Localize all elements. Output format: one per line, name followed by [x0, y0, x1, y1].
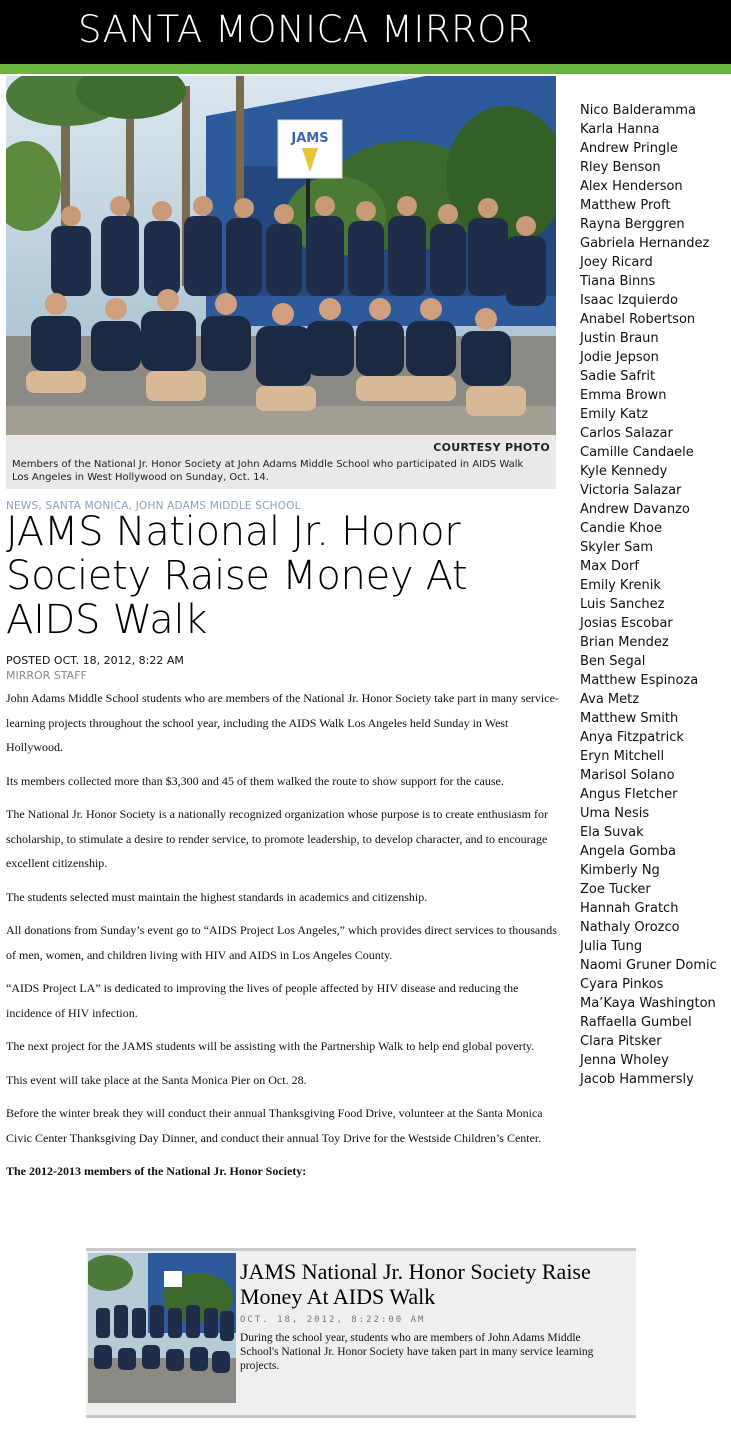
article-paragraph: The students selected must maintain the highest standards in academics and citizenship.: [6, 889, 428, 904]
member-name: Angus Fletcher: [580, 787, 678, 802]
member-name: Andrew Pringle: [580, 141, 678, 156]
site-logo-link[interactable]: SANTA MONICA MIRROR: [78, 8, 534, 51]
member-name: Josias Escobar: [580, 616, 673, 631]
member-name: Emily Krenik: [580, 578, 661, 593]
member-name: Matthew Proft: [580, 198, 671, 213]
article-paragraph: All donations from Sunday’s event go to “AIDS Project Los Angeles,” which provides direct services to thousands of men, women, and children living with HIV and AIDS in Los Angeles County.: [6, 923, 557, 962]
member-name: Nathaly Orozco: [580, 920, 680, 935]
article-paragraph: This event will take place at the Santa Monica Pier on Oct. 28.: [6, 1072, 307, 1087]
category-link-santa-monica[interactable]: SANTA MONICA: [45, 500, 129, 512]
member-name: Emma Brown: [580, 388, 667, 403]
article-paragraph: The National Jr. Honor Society is a nationally recognized organization whose purpose is to create enthusiasm for scholarship, to stimulate a desire to render service, to promote leadership, to develop character, and to encourage excellent citizenship.: [6, 807, 548, 870]
member-name: Rayna Berggren: [580, 217, 685, 232]
member-name: Naomi Gruner Domic: [580, 958, 717, 973]
member-name: Candie Khoe: [580, 521, 662, 536]
member-name: Hannah Gratch: [580, 901, 679, 916]
member-name: Victoria Salazar: [580, 483, 682, 498]
category-links: NEWS, SANTA MONICA, JOHN ADAMS MIDDLE SCHOOL: [6, 500, 301, 512]
member-name: Matthew Smith: [580, 711, 679, 726]
category-link-news[interactable]: NEWS: [6, 500, 39, 512]
member-name: Skyler Sam: [580, 540, 653, 555]
member-name: Jenna Wholey: [580, 1053, 669, 1068]
member-name: Jodie Jepson: [580, 350, 659, 365]
member-name: Kyle Kennedy: [580, 464, 668, 479]
member-name: Ma’Kaya Washington: [580, 996, 716, 1011]
member-name: Brian Mendez: [580, 635, 669, 650]
member-name: Clara Pitsker: [580, 1034, 662, 1049]
member-name: Alex Henderson: [580, 179, 683, 194]
article-headline: JAMS National Jr. Honor Society Raise Money At AIDS Walk: [6, 509, 468, 643]
member-name: Sadie Safrit: [580, 369, 656, 384]
member-name: Isaac Izquierdo: [580, 293, 678, 308]
photo-caption: Members of the National Jr. Honor Society at John Adams Middle School who participated in AIDS Walk Los Angeles in West Hollywood on Sunday, Oct. 14.: [12, 459, 524, 483]
article-paragraph: Its members collected more than $3,300 and 45 of them walked the route to show support for the cause.: [6, 773, 504, 788]
member-name: Zoe Tucker: [580, 882, 651, 897]
member-name: Karla Hanna: [580, 122, 660, 137]
members-list: [580, 101, 731, 1089]
member-name: Jacob Hammersly: [580, 1072, 694, 1087]
related-article-thumbnail[interactable]: [88, 1253, 236, 1403]
member-name: Angela Gomba: [580, 844, 677, 859]
member-name: Anabel Robertson: [580, 312, 696, 327]
member-name: Kimberly Ng: [580, 863, 660, 878]
article-paragraph: John Adams Middle School students who are members of the National Jr. Honor Society take part in many service-learning projects throughout the school year, including the AIDS Walk Los Angeles held Sunday in West Hollywood.: [6, 691, 559, 754]
article-paragraph: The next project for the JAMS students will be assisting with the Partnership Walk to help end global poverty.: [6, 1039, 535, 1053]
member-name: Tiana Binns: [580, 274, 656, 289]
member-name: Eryn Mitchell: [580, 749, 665, 764]
member-name: Nico Balderamma: [580, 103, 696, 118]
member-name: Emily Katz: [580, 407, 649, 422]
article-body: [6, 686, 562, 1193]
member-name: Rley Benson: [580, 160, 661, 175]
article-photo: [6, 76, 556, 435]
related-article-summary: During the school year, students who are members of John Adams Middle School's National Jr. Honor Society have taken part in many service learning projects.: [240, 1332, 594, 1372]
masthead-accent-bar: [0, 64, 731, 74]
related-article-title[interactable]: JAMS National Jr. Honor Society Raise Money At AIDS Walk: [240, 1259, 591, 1309]
member-name: Andrew Davanzo: [580, 502, 690, 517]
member-name: Marisol Solano: [580, 768, 675, 783]
member-name: Max Dorf: [580, 559, 639, 574]
related-article-date: OCT. 18, 2012, 8:22:00 AM: [240, 1315, 426, 1325]
member-name: Matthew Espinoza: [580, 673, 699, 688]
member-name: Justin Braun: [580, 331, 659, 346]
member-name: Camille Candaele: [580, 445, 694, 460]
group-photo-illustration: [6, 76, 556, 435]
member-name: Cyara Pinkos: [580, 977, 664, 992]
article-paragraph: “AIDS Project LA” is dedicated to improving the lives of people affected by HIV disease and reducing the incidence of HIV infection.: [6, 981, 519, 1020]
related-article-card[interactable]: [86, 1248, 636, 1418]
member-name: Luis Sanchez: [580, 597, 665, 612]
photo-caption-box: [6, 435, 556, 489]
sign-text: JAMS: [291, 131, 329, 146]
byline: MIRROR STAFF: [6, 669, 87, 682]
member-name: Gabriela Hernandez: [580, 236, 710, 251]
members-heading: The 2012-2013 members of the National Jr. Honor Society:: [6, 1164, 307, 1178]
member-name: Carlos Salazar: [580, 426, 673, 441]
photo-credit: COURTESY PHOTO: [433, 441, 550, 454]
member-name: Julia Tung: [580, 939, 643, 954]
member-name: Ela Suvak: [580, 825, 644, 840]
masthead: [0, 0, 731, 64]
member-name: Anya Fitzpatrick: [580, 730, 684, 745]
member-name: Joey Ricard: [580, 255, 653, 270]
member-name: Raffaella Gumbel: [580, 1015, 692, 1030]
member-name: Uma Nesis: [580, 806, 650, 821]
member-name: Ben Segal: [580, 654, 646, 669]
post-date: POSTED OCT. 18, 2012, 8:22 AM: [6, 654, 184, 667]
category-link-john-adams-middle-school[interactable]: JOHN ADAMS MIDDLE SCHOOL: [135, 500, 301, 512]
member-name: Ava Metz: [580, 692, 640, 707]
related-thumbnail-image: [88, 1253, 236, 1403]
article-paragraph: Before the winter break they will conduct their annual Thanksgiving Food Drive, volunteer at the Santa Monica Civic Center Thanksgiving Day Dinner, and conduct their annual Toy Drive for the Westside Children’s Center.: [6, 1106, 543, 1145]
